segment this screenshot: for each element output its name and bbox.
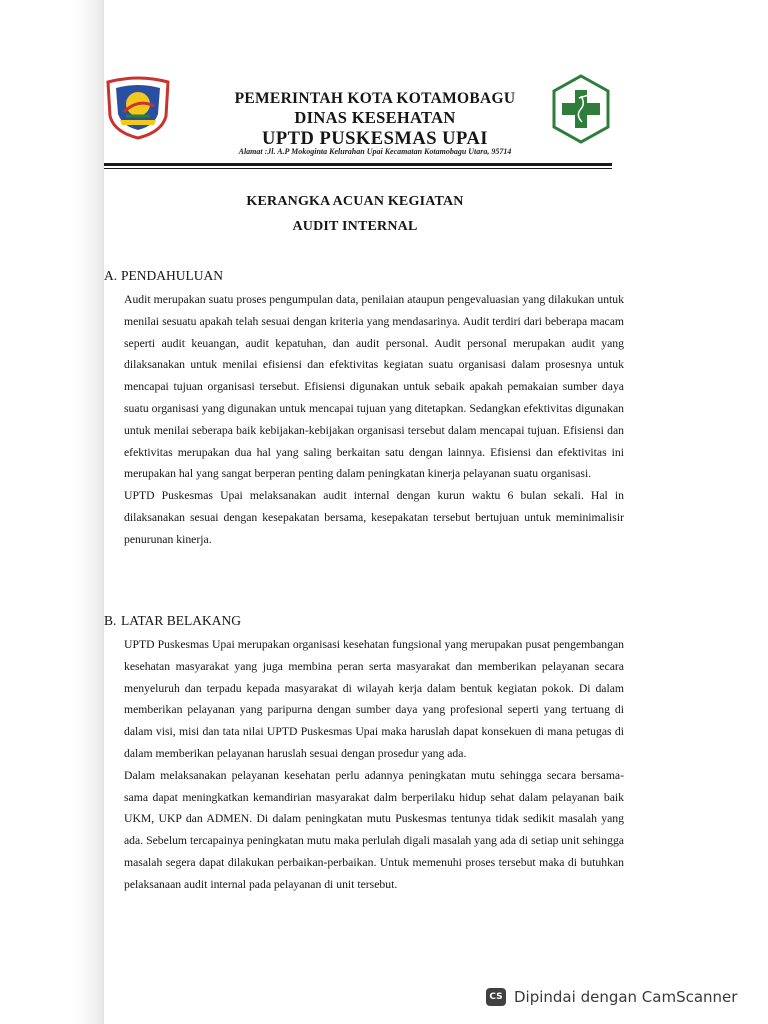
section-title: LATAR BELAKANG [121,613,242,628]
section-body [124,634,624,896]
section-title: PENDAHULUAN [121,268,223,283]
camscanner-text: Dipindai dengan CamScanner [514,988,738,1006]
camscanner-watermark [474,982,760,1012]
document-title-line1: KERANGKA ACUAN KEGIATAN [246,194,464,209]
letterhead-address: Alamat :Jl. A.P Mokoginta Kelurahan Upai Kecamatan Kotamobagu Utara, 95714 [238,147,512,156]
letterhead-institution: UPTD PUSKESMAS UPAI [261,129,489,149]
section-heading [104,611,624,630]
letterhead-government: PEMERINTAH KOTA KOTAMOBAGU [234,90,516,107]
section-latar-belakang [104,611,624,896]
letterhead-department: DINAS KESEHATAN [294,108,456,127]
section-heading [104,266,624,285]
letterhead-divider-thin [104,168,612,169]
puskesmas-cross-icon [550,74,612,144]
kotamobagu-emblem-icon [104,76,172,140]
paragraph: UPTD Puskesmas Upai merupakan organisasi kesehatan fungsional yang merupakan pusat pengembangan kesehatan masyarakat yang juga membina peran serta masyarakat dan memberikan pelayanan secara menyeluruh dan terpadu kepada masyarakat di wilayah kerja dalam bentuk kegiatan pokok. Di dalam memberikan pelayanan yang paripurna dengan sumber daya yang profesional seperti yang tertuang di dalam visi, misi dan tata nilai UPTD Puskesmas Upai maka haruslah dapat konsekuen di mana petugas di dalam memberikan pelayanan haruslah sesuai dengan prosedur yang ada. [124,638,624,760]
paragraph: UPTD Puskesmas Upai melaksanakan audit internal dengan kurun waktu 6 bulan sekali. Hal in dilaksanakan sesuai dengan kesepakatan bersama, kesepakatan tersebut bertujuan untuk meminimalisir penurunan kinerja. [124,489,624,546]
camscanner-logo-icon: CS [486,988,506,1006]
section-body [124,289,624,551]
letterhead [200,90,550,150]
letterhead-divider-thick [104,163,612,166]
scan-shadow-edge [0,0,104,1024]
document-page [104,0,768,1024]
paragraph: Dalam melaksanakan pelayanan kesehatan perlu adannya peningkatan mutu sehingga secara bersama-sama dapat meningkatkan kemandirian masyarakat dalm berperilaku hidup sehat dalam pelayanan baik UKM, UKP dan ADMEN. Di dalam peningkatan mutu Puskesmas tentunya tidak sedikit masalah yang ada. Sebelum tercapainya peningkatan mutu maka perlulah digali masalah yang ada di setiap unit sehingga masalah segera dapat dilakukan perbaikan-perbaikan. Untuk memenuhi proses tersebut maka di butuhkan pelaksanaan audit internal pada pelayanan di unit tersebut. [124,768,624,891]
document-title-line2: AUDIT INTERNAL [292,219,418,234]
section-pendahuluan [104,266,624,551]
section-letter: A. [104,268,118,283]
document-title [200,189,510,239]
paragraph: Audit merupakan suatu proses pengumpulan data, penilaian ataupun pengevaluasian yang dilakukan untuk menilai sesuatu apakah telah sesuai dengan kriteria yang mendasarinya. Audit terdiri dari beberapa macam seperti audit keuangan, audit kepatuhan, dan audit personal. Audit personal merupakan audit yang dilaksanakan untuk menilai efisiensi dan efektivitas kegiatan suatu organisasi dalam prosesnya untuk mencapai tujuan organisasi tersebut. Efisiensi digunakan untuk sebaik apakah pemakaian sumber daya suatu organisasi yang digunakan untuk mencapai tujuan yang ditetapkan. Sedangkan efektivitas digunakan untuk menilai seberapa baik kebijakan-kebijakan organisasi tersebut dalam mencapai tujuan. Efisiensi dan efektivitas merupakan dua hal yang saling berkaitan satu dengan lainnya. Efisiensi dan efektivitas ini merupakan hal yang sangat berperan penting dalam peningkatan kinerja pelayanan suatu organisasi. [124,293,624,481]
section-letter: B. [104,613,117,628]
